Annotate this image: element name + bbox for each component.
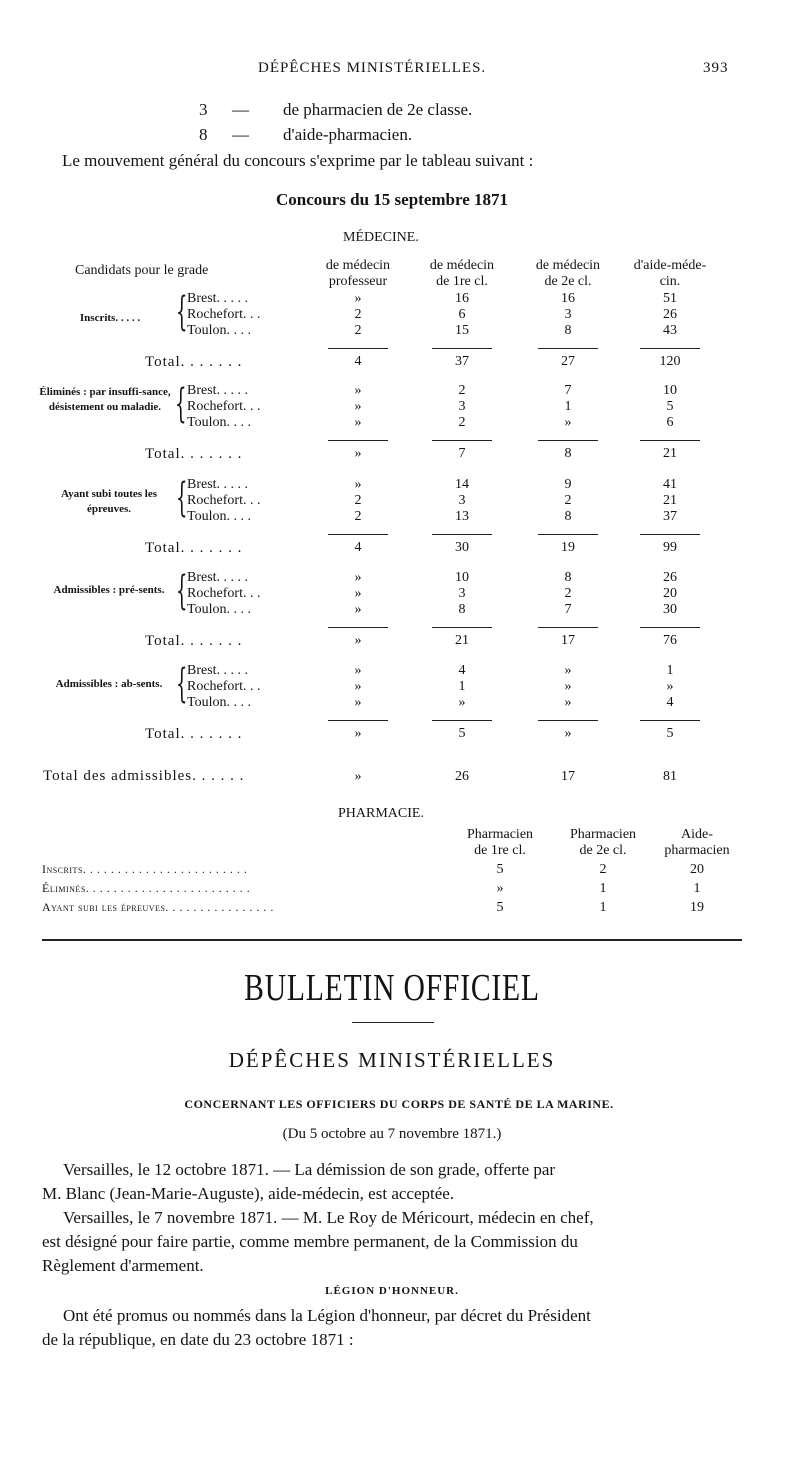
table-title: Concours du 15 septembre 1871 [275,190,509,209]
intro-num-1: 3 [199,100,208,119]
intro-text-2: d'aide-pharmacien. [283,125,413,144]
row-name-2-1: Brest. . . . . [187,383,249,398]
cell-1-2-3: 3 [564,307,572,322]
total-3-3: 19 [561,540,575,555]
total-rule-1-4 [640,348,700,349]
pharmacie-section-heading: PHARMACIE. [338,806,424,821]
intro-dash-2: — [232,125,249,144]
row-name-3-2: Rochefort. . . [187,493,261,508]
group-label-2: Éliminés : par insuffi-sance, désistement ou maladie. [39,386,171,413]
cell-2-2-4: 5 [666,399,674,414]
running-head-title: DÉPÊCHES MINISTÉRIELLES. [258,60,487,76]
cell-3-1-3: 9 [564,477,572,492]
cell-3-2-4: 21 [663,493,677,508]
row-name-3-3: Toulon. . . . [187,509,251,524]
intro-dash-1: — [232,100,249,119]
cell-1-1-1: » [354,291,362,306]
total-4-1: » [354,633,362,648]
pharmacie-cell-2-2: 1 [599,881,607,896]
bulletin-ornament-rule [352,1022,434,1023]
row-name-5-3: Toulon. . . . [187,695,251,710]
total-label-3: Total. . . . . . . [145,540,243,556]
pharmacie-col-header-3-line-2: pharmacien [664,843,730,858]
total-1-4: 120 [659,354,681,369]
pharmacie-row-label-3: Ayant subi les épreuves. . . . . . . . . . . . . . . . [42,900,274,914]
cell-3-3-1: 2 [354,509,362,524]
candidats-header: Candidats pour le grade [75,263,209,278]
group-label-3: Ayant subi toutes les épreuves. [60,488,158,515]
cell-4-3-3: 7 [564,602,572,617]
total-rule-2-4 [640,440,700,441]
total-4-2: 21 [455,633,469,648]
cell-1-3-1: 2 [354,323,362,338]
cell-2-3-3: » [564,415,572,430]
pharmacie-cell-2-3: 1 [693,881,701,896]
cell-3-3-2: 13 [455,509,469,524]
decree-1-line-2: M. Blanc (Jean-Marie-Auguste), aide-médecin, est acceptée. [42,1184,455,1203]
decree-1-line-1: Versailles, le 12 octobre 1871. — La démission de son grade, offerte par [63,1160,556,1179]
total-2-1: » [354,446,362,461]
total-rule-4-1 [328,627,388,628]
cell-5-2-1: » [354,679,362,694]
cell-3-1-1: » [354,477,362,492]
total-label-2: Total. . . . . . . [145,446,243,462]
cell-4-2-2: 3 [458,586,466,601]
row-name-4-3: Toulon. . . . [187,602,251,617]
cell-2-2-2: 3 [458,399,466,414]
cell-1-2-1: 2 [354,307,362,322]
total-label-4: Total. . . . . . . [145,633,243,649]
pharmacie-col-header-1-line-2: de 1re cl. [474,843,526,858]
cell-2-1-4: 10 [663,383,677,398]
total-3-1: 4 [354,540,362,555]
total-1-1: 4 [354,354,362,369]
row-name-5-1: Brest. . . . . [187,663,249,678]
cell-3-3-3: 8 [564,509,572,524]
grand-total-4: 81 [663,769,677,784]
pharmacie-col-header-1-line-1: Pharmacien [466,827,534,842]
total-rule-3-4 [640,534,700,535]
decree-2-line-2: est désigné pour faire partie, comme membre permanent, de la Commission du [42,1232,578,1251]
pharmacie-cell-1-1: 5 [496,862,504,877]
total-5-4: 5 [666,726,674,741]
cell-2-3-1: » [354,415,362,430]
cell-3-2-2: 3 [458,493,466,508]
intro-num-2: 8 [199,125,208,144]
total-5-2: 5 [458,726,466,741]
cell-2-3-2: 2 [458,415,466,430]
total-rule-2-2 [432,440,492,441]
total-rule-3-3 [538,534,598,535]
group-label-5: Admissibles : ab-sents. [55,678,163,690]
cell-5-2-2: 1 [458,679,466,694]
pharmacie-col-header-3-line-1: Aide- [681,827,713,842]
total-rule-2-1 [328,440,388,441]
cell-2-1-1: » [354,383,362,398]
medecine-col-header-3-line-2: de 2e cl. [544,274,592,289]
total-rule-1-2 [432,348,492,349]
cell-1-2-4: 26 [663,307,677,322]
total-rule-5-4 [640,720,700,721]
cell-5-3-4: 4 [666,695,674,710]
decree-2-line-1: Versailles, le 7 novembre 1871. — M. Le Roy de Méricourt, médecin en chef, [63,1208,594,1227]
page-number: 393 [703,60,729,76]
decree-3-line-2: de la république, en date du 23 octobre 1871 : [42,1330,354,1349]
cell-2-1-3: 7 [564,383,572,398]
total-rule-4-3 [538,627,598,628]
group-label-4: Admissibles : pré-sents. [53,584,165,596]
cell-4-1-2: 10 [455,570,469,585]
group-brace-5: { [176,661,188,707]
pharmacie-cell-2-1: » [496,881,504,896]
pharmacie-row-label-1: Inscrits. . . . . . . . . . . . . . . . . . . . . . . . [42,862,248,876]
cell-2-2-3: 1 [564,399,572,414]
cell-5-3-3: » [564,695,572,710]
total-rule-5-2 [432,720,492,721]
cell-5-1-4: 1 [666,663,674,678]
cell-1-1-3: 16 [561,291,575,306]
total-5-1: » [354,726,362,741]
total-rule-2-3 [538,440,598,441]
group-brace-2: { [175,381,187,427]
total-rule-3-1 [328,534,388,535]
cell-4-3-1: » [354,602,362,617]
cell-5-1-2: 4 [458,663,466,678]
total-1-3: 27 [561,354,575,369]
row-name-1-1: Brest. . . . . [187,291,249,306]
pharmacie-cell-3-2: 1 [599,900,607,915]
decree-3-line-1: Ont été promus ou nommés dans la Légion d'honneur, par décret du Président [63,1306,591,1325]
total-5-3: » [564,726,572,741]
total-label-1: Total. . . . . . . [145,354,243,370]
total-2-2: 7 [458,446,466,461]
medecine-col-header-1-line-2: professeur [328,274,388,289]
pharmacie-row-label-2: Éliminés. . . . . . . . . . . . . . . . . . . . . . . . [42,881,251,895]
medecine-section-heading: MÉDECINE. [343,230,419,245]
total-label-5: Total. . . . . . . [145,726,243,742]
total-rule-3-2 [432,534,492,535]
total-2-3: 8 [564,446,572,461]
cell-2-2-1: » [354,399,362,414]
intro-sentence: Le mouvement général du concours s'exprime par le tableau suivant : [62,151,534,170]
total-rule-4-2 [432,627,492,628]
group-label-1: Inscrits. . . . . [79,312,141,324]
grand-total-3: 17 [561,769,575,784]
bulletin-subtitle: CONCERNANT LES OFFICIERS DU CORPS DE SANTÉ DE LA MARINE. [184,1097,614,1111]
row-name-3-1: Brest. . . . . [187,477,249,492]
section-separator [42,939,742,941]
cell-4-3-2: 8 [458,602,466,617]
row-name-1-2: Rochefort. . . [187,307,261,322]
cell-3-2-3: 2 [564,493,572,508]
cell-4-2-4: 20 [663,586,677,601]
cell-1-3-4: 43 [663,323,677,338]
grand-total-1: » [354,769,362,784]
row-name-2-2: Rochefort. . . [187,399,261,414]
cell-5-1-1: » [354,663,362,678]
cell-4-1-3: 8 [564,570,572,585]
total-4-4: 76 [663,633,677,648]
bulletin-title: BULLETIN OFFICIEL [244,967,540,1009]
cell-3-1-4: 41 [663,477,677,492]
group-brace-4: { [176,568,188,614]
cell-3-1-2: 14 [455,477,469,492]
medecine-col-header-2-line-2: de 1re cl. [436,274,488,289]
pharmacie-cell-3-3: 19 [690,900,704,915]
pharmacie-col-header-2-line-1: Pharmacien [569,827,637,842]
row-name-4-2: Rochefort. . . [187,586,261,601]
medecine-col-header-1-line-1: de médecin [325,258,391,273]
total-rule-5-1 [328,720,388,721]
grand-total-label: Total des admissibles. . . . . . [43,768,245,784]
cell-5-1-3: » [564,663,572,678]
pharmacie-cell-3-1: 5 [496,900,504,915]
medecine-col-header-2-line-1: de médecin [429,258,495,273]
pharmacie-col-header-2-line-2: de 2e cl. [579,843,627,858]
total-1-2: 37 [455,354,469,369]
cell-1-1-2: 16 [455,291,469,306]
decree-2-line-3: Règlement d'armement. [42,1256,204,1275]
cell-5-2-3: » [564,679,572,694]
cell-4-1-4: 26 [663,570,677,585]
cell-1-3-2: 15 [455,323,469,338]
total-rule-1-1 [328,348,388,349]
cell-5-3-1: » [354,695,362,710]
bulletin-dates: (Du 5 octobre au 7 novembre 1871.) [282,1126,502,1142]
total-rule-4-4 [640,627,700,628]
bulletin-section-title: DÉPÊCHES MINISTÉRIELLES [228,1048,556,1072]
cell-2-1-2: 2 [458,383,466,398]
row-name-2-3: Toulon. . . . [187,415,251,430]
cell-4-2-1: » [354,586,362,601]
row-name-5-2: Rochefort. . . [187,679,261,694]
total-rule-1-3 [538,348,598,349]
cell-5-3-2: » [458,695,466,710]
total-3-4: 99 [663,540,677,555]
cell-1-2-2: 6 [458,307,466,322]
cell-1-1-4: 51 [663,291,677,306]
cell-3-3-4: 37 [663,509,677,524]
cell-5-2-4: » [666,679,674,694]
total-3-2: 30 [455,540,469,555]
medecine-col-header-4-line-1: d'aide-méde- [633,258,707,273]
cell-3-2-1: 2 [354,493,362,508]
cell-2-3-4: 6 [666,415,674,430]
medecine-col-header-4-line-2: cin. [659,274,681,289]
row-name-1-3: Toulon. . . . [187,323,251,338]
legion-heading: LÉGION D'HONNEUR. [325,1285,459,1297]
pharmacie-cell-1-3: 20 [690,862,704,877]
medecine-col-header-3-line-1: de médecin [535,258,601,273]
row-name-4-1: Brest. . . . . [187,570,249,585]
intro-text-1: de pharmacien de 2e classe. [283,100,473,119]
cell-1-3-3: 8 [564,323,572,338]
cell-4-3-4: 30 [663,602,677,617]
group-brace-1: { [176,289,188,335]
cell-4-2-3: 2 [564,586,572,601]
group-brace-3: { [176,475,188,521]
total-rule-5-3 [538,720,598,721]
pharmacie-cell-1-2: 2 [599,862,607,877]
grand-total-2: 26 [455,769,469,784]
cell-4-1-1: » [354,570,362,585]
total-2-4: 21 [663,446,677,461]
total-4-3: 17 [561,633,575,648]
